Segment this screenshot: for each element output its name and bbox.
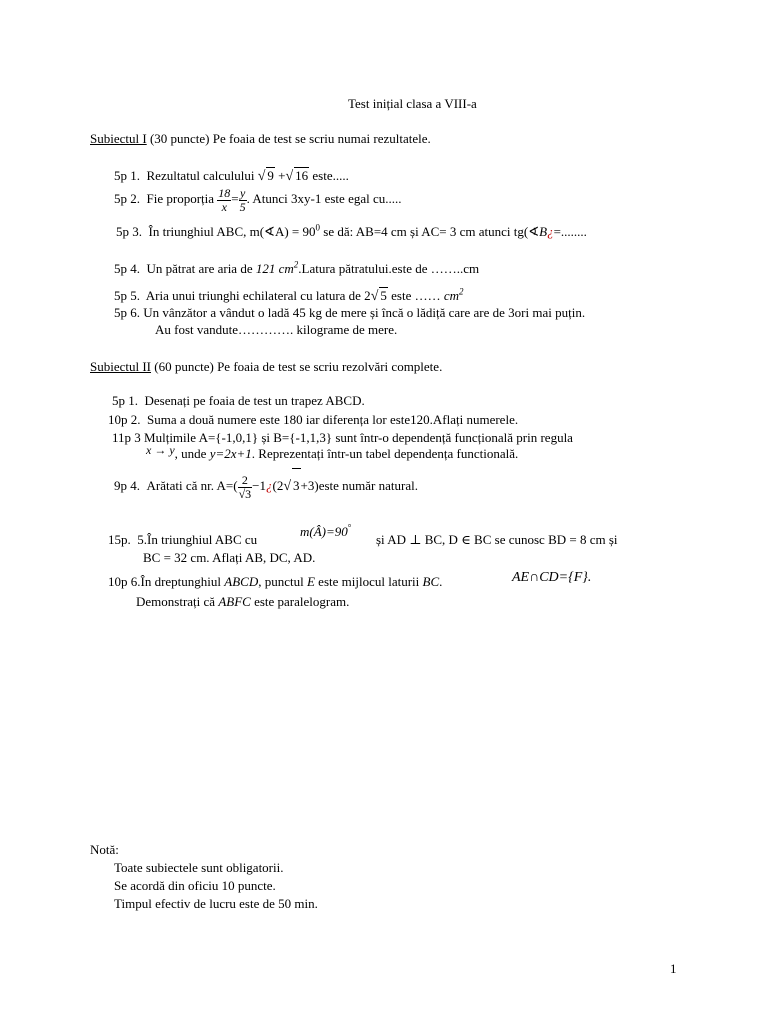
note-heading: Notă: <box>90 842 119 857</box>
item-points: 5p 3. <box>116 224 142 239</box>
item-text: (2 <box>272 478 284 493</box>
superscript: 2 <box>293 259 299 270</box>
item-text: Demonstrați că <box>136 594 219 609</box>
side-name: BC <box>422 574 440 589</box>
mapping-rule: x → y <box>146 443 175 457</box>
item-text: . <box>439 574 443 589</box>
item-text: este …… <box>387 288 441 303</box>
render-glyph: ¿ <box>547 224 554 239</box>
section-1-title: Subiectul I <box>90 131 147 146</box>
s1-item-5 <box>114 287 464 305</box>
item-text: . Atunci 3xy-1 este egal cu..... <box>246 191 402 206</box>
item-points: 10p 6. <box>108 574 141 589</box>
fraction-denominator: x <box>221 199 227 214</box>
item-text: 5.În triunghiul ABC cu <box>137 532 258 547</box>
item-points: 5p 2. <box>114 191 140 206</box>
fraction-denominator: √3 <box>238 486 252 501</box>
superscript: 0 <box>315 222 321 233</box>
angle-expression: m(Â)=90 <box>300 524 348 539</box>
sqrt-sign: √ <box>370 289 379 304</box>
item-text: este număr natural. <box>318 478 418 493</box>
area-value: 121 cm <box>255 261 294 276</box>
superscript: ° <box>347 522 352 533</box>
item-text: Suma a două numere este 180 iar diferența lor este120.Aflați numerele. <box>147 412 519 427</box>
s1-item-1 <box>114 167 349 185</box>
sqrt-sign: √ <box>283 479 292 494</box>
item-text: Un vânzător a vândut o ladă 45 kg de mere și încă o lădiță care are de 3ori mai puțin. <box>143 305 586 320</box>
fraction <box>239 187 247 214</box>
item-text: este paralelogram. <box>250 594 350 609</box>
radicand: 9 <box>267 168 274 183</box>
s2-item-6 <box>108 574 442 590</box>
item-text: , unde <box>174 446 210 461</box>
angle-measure <box>300 524 351 540</box>
item-points: 11p 3 <box>112 430 141 445</box>
point-name: E <box>306 574 315 589</box>
section-1-instructions: (30 puncte) Pe foaia de test se scriu numai rezultatele. <box>146 131 431 146</box>
section-1-heading <box>90 131 431 147</box>
intersection-expression: AE∩CD={F}. <box>512 570 592 585</box>
s1-item-6-cont: Au fost vandute…………. kilograme de mere. <box>155 322 398 337</box>
s2-item-6-cont <box>136 594 349 610</box>
radicand: 3 <box>292 468 301 503</box>
fraction <box>217 187 231 214</box>
page-title: Test inițial clasa a VIII-a <box>348 96 477 111</box>
s1-item-3 <box>116 224 587 240</box>
item-text: Desenați pe foaia de test un trapez ABCD. <box>144 393 365 408</box>
item-text: se dă: AB=4 cm și AC= 3 cm atunci tg(∢ <box>320 224 540 239</box>
s2-item-1 <box>112 393 365 409</box>
item-text: + <box>274 168 286 183</box>
section-2-heading <box>90 359 442 375</box>
item-text: +3) <box>300 478 319 493</box>
s2-item-5 <box>108 532 257 548</box>
function-rule: y=2x+1 <box>209 446 252 461</box>
s2-item-3 <box>112 430 573 446</box>
item-points: 9p 4. <box>114 478 140 493</box>
s2-item-3-cont <box>146 443 519 462</box>
section-2-instructions: (60 puncte) Pe foaia de test se scriu rezolvări complete. <box>151 359 443 374</box>
item-text: În dreptunghiul <box>140 574 225 589</box>
superscript: 2 <box>459 286 464 297</box>
fraction <box>238 474 253 501</box>
item-text: −1 <box>252 478 267 493</box>
item-text: =........ <box>553 224 587 239</box>
item-text: este..... <box>309 168 349 183</box>
item-points: 5p 1. <box>114 168 140 183</box>
item-text: Un pătrat are aria de <box>146 261 256 276</box>
sqrt-sign: √ <box>285 169 294 184</box>
page-number: 1 <box>670 961 677 976</box>
s2-item-5-right: și AD ⊥ BC, D ∈ BC se cunosc BD = 8 cm și <box>376 532 618 547</box>
fraction-denominator: 5 <box>239 199 246 214</box>
unit: cm <box>440 288 460 303</box>
sqrt-sign: √ <box>257 169 266 184</box>
note-line: Timpul efectiv de lucru este de 50 min. <box>114 896 318 911</box>
item-points: 5p 1. <box>112 393 138 408</box>
fraction-numerator: y <box>239 185 246 200</box>
item-points: 15p. <box>108 532 131 547</box>
radicand: 16 <box>295 168 309 183</box>
item-points: 10p 2. <box>108 412 141 427</box>
render-glyph: ¿ <box>266 478 273 493</box>
parallelogram-name: ABFC <box>218 594 251 609</box>
item-points: 5p 4. <box>114 261 140 276</box>
item-points: 5p 5. <box>114 288 140 303</box>
fraction-numerator: 18 <box>218 185 231 200</box>
equals-sign: = <box>231 191 239 206</box>
radicand: 5 <box>380 288 387 303</box>
rectangle-name: ABCD <box>224 574 259 589</box>
item-text: este mijlocul laturii <box>314 574 423 589</box>
item-text: , punctul <box>258 574 307 589</box>
item-text: Fie proporția <box>146 191 218 206</box>
s1-item-6 <box>114 305 585 321</box>
item-text: . Reprezentați într-un tabel dependența functională. <box>251 446 519 461</box>
section-2-title: Subiectul II <box>90 359 152 374</box>
note-line: Se acordă din oficiu 10 puncte. <box>114 878 276 893</box>
note-line: Toate subiectele sunt obligatorii. <box>114 860 284 875</box>
s2-item-5-cont: BC = 32 cm. Aflați AB, DC, AD. <box>143 550 316 565</box>
s2-item-2 <box>108 412 518 428</box>
item-text: Arătati că nr. A=( <box>146 478 238 493</box>
item-text: Aria unui triunghi echilateral cu latura de 2 <box>145 288 371 303</box>
angle-vertex: B <box>539 224 548 239</box>
item-text: În triunghiul ABC, m(∢A) = 90 <box>148 224 316 239</box>
s1-item-4 <box>114 261 479 277</box>
s2-item-4 <box>114 468 418 504</box>
item-points: 5p 6. <box>114 305 140 320</box>
s1-item-2 <box>114 184 402 214</box>
item-text: Mulțimile A={-1,0,1} și B={-1,1,3} sunt într-o dependență funcțională prin regula <box>144 430 573 445</box>
fraction-numerator: 2 <box>238 474 253 488</box>
item-text: .Latura pătratului.este de ……..cm <box>298 261 480 276</box>
item-text: Rezultatul calculului <box>146 168 258 183</box>
